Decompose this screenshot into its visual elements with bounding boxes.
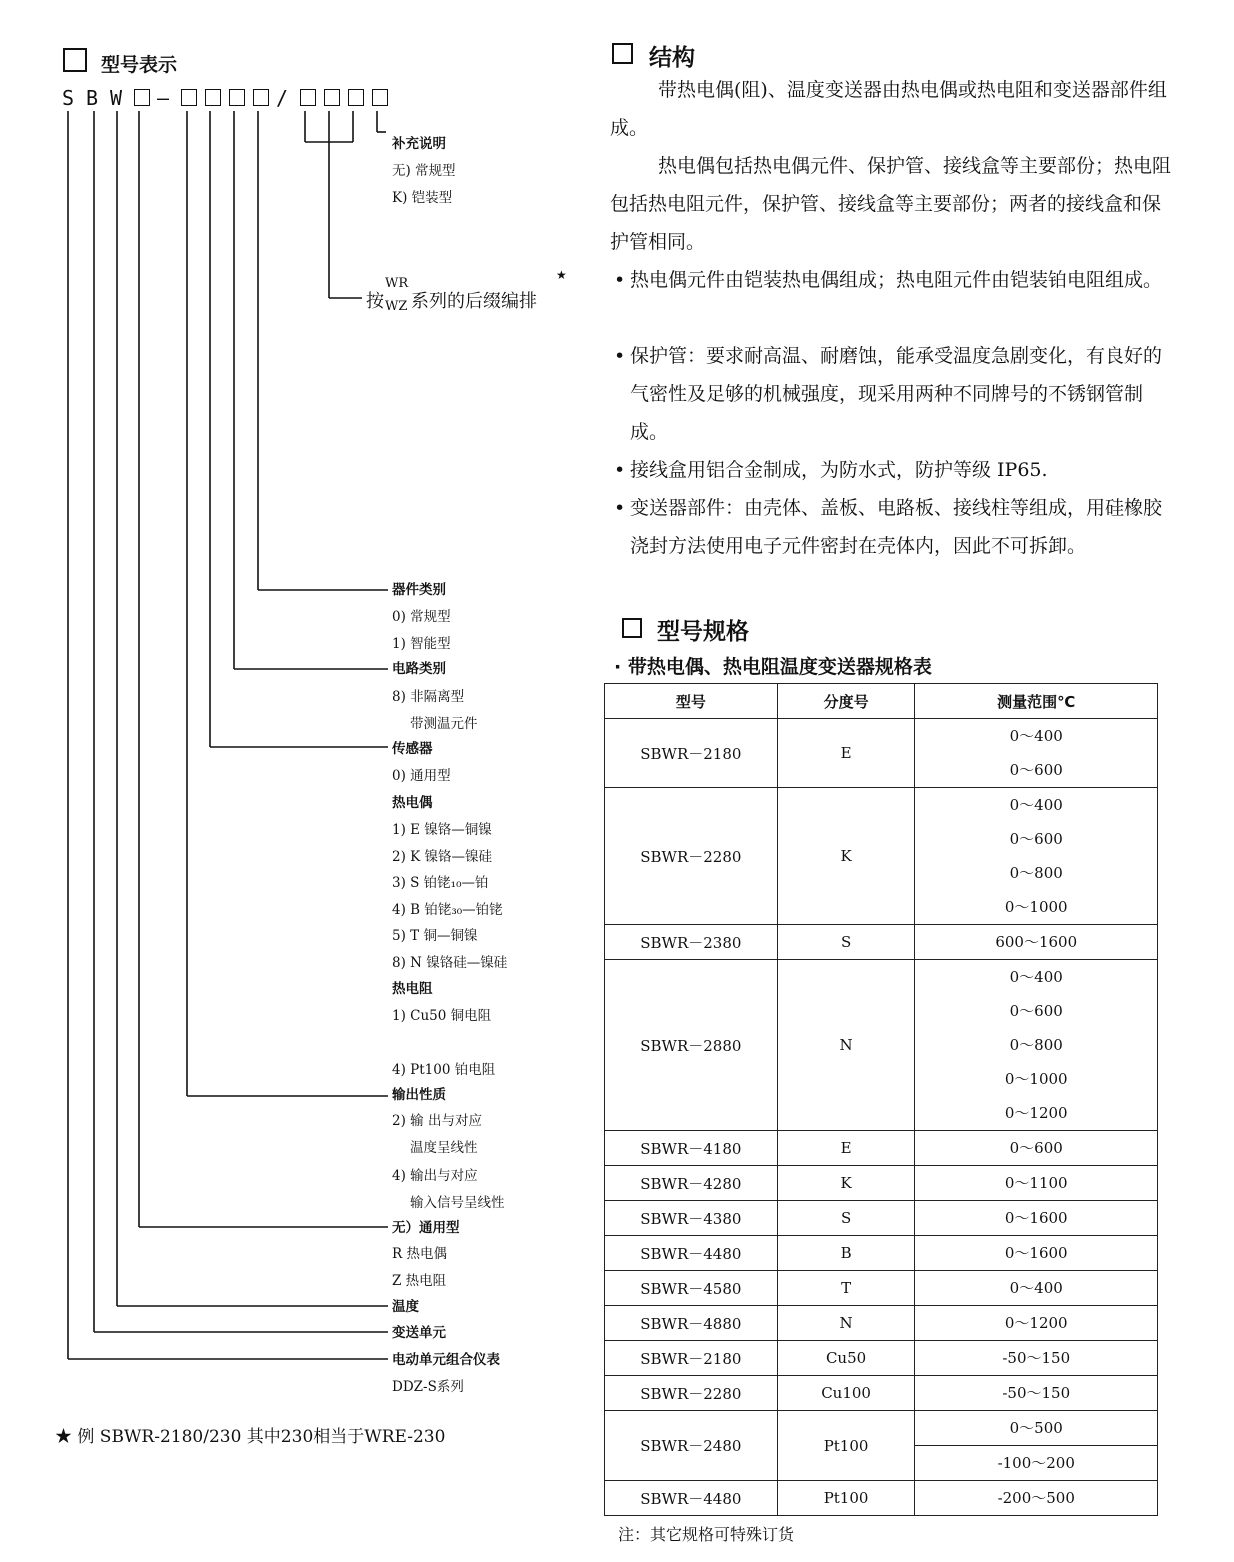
legend-label: 传感器 — [392, 741, 433, 757]
cell-model: SBWR－4580 — [605, 1271, 778, 1306]
model-code-char: S — [62, 86, 75, 110]
header-range: 测量范围℃ — [915, 684, 1158, 719]
cell-grade: N — [777, 1306, 915, 1341]
bullet-element: • 热电偶元件由铠装热电偶组成；热电阻元件由铠装铂电阻组成。 — [614, 269, 1163, 291]
bullet-junction-box-text: 接线盒用铝合金制成，为防水式，防护等级 IP65. — [630, 459, 1048, 481]
legend-label: 8) 非隔离型 — [392, 689, 465, 705]
cell-range: -100～200 — [915, 1446, 1158, 1481]
header-grade: 分度号 — [777, 684, 915, 719]
legend-label: 输入信号呈线性 — [410, 1195, 505, 1211]
cell-range: 0～400 — [915, 960, 1158, 995]
cell-grade: Cu100 — [777, 1376, 915, 1411]
model-code-char: W — [110, 86, 123, 110]
legend-label: 热电偶 — [392, 795, 433, 811]
legend-label: 热电阻 — [392, 981, 433, 997]
cell-grade: B — [777, 1236, 915, 1271]
model-code-char: B — [86, 86, 99, 110]
table-row — [605, 925, 1158, 960]
cell-range: 0～800 — [915, 1028, 1158, 1062]
legend-label: 2) K 镍铬—镍硅 — [392, 849, 493, 865]
legend-label: 无）通用型 — [392, 1220, 460, 1236]
suffix-prefix: 按 — [366, 291, 384, 312]
suffix-bottom: WZ — [385, 299, 408, 314]
cell-range: 0～1100 — [915, 1166, 1158, 1201]
table-row — [605, 1341, 1158, 1376]
cell-range: 0～600 — [915, 753, 1158, 788]
cell-range: -50～150 — [915, 1376, 1158, 1411]
legend-label: 带测温元件 — [410, 716, 478, 732]
table-row — [605, 1201, 1158, 1236]
cell-model: SBWR－2280 — [605, 788, 778, 925]
section-title-structure: 结构 — [649, 45, 695, 71]
cell-grade: S — [777, 925, 915, 960]
cell-grade: E — [777, 1131, 915, 1166]
suffix-rest: 系列的后缀编排 — [411, 291, 537, 312]
table-row — [605, 960, 1158, 995]
structure-para-1 — [610, 71, 1178, 147]
cell-range: 0～400 — [915, 788, 1158, 823]
legend-label: 输出性质 — [392, 1087, 446, 1103]
table-row — [605, 1166, 1158, 1201]
legend-label: 温度呈线性 — [410, 1140, 478, 1156]
bullet-protection-tube-text: 保护管：要求耐高温、耐磨蚀，能承受温度急剧变化，有良好的气密性及足够的机械强度，现采用两种不同牌号的不锈钢管制成。 — [630, 345, 1163, 443]
bullet-junction-box: • 接线盒用铝合金制成，为防水式，防护等级 IP65. — [614, 459, 1048, 481]
section-title-model: 型号表示 — [101, 54, 178, 76]
bullet-transmitter-text: 变送器部件：由壳体、盖板、电路板、接线柱等组成，用硅橡胶浇封方法使用电子元件密封在壳体内，因此不可拆卸。 — [630, 497, 1163, 557]
bullet-element-text: 热电偶元件由铠装热电偶组成；热电阻元件由铠装铂电阻组成。 — [630, 269, 1163, 291]
cell-model: SBWR－2180 — [605, 719, 778, 788]
legend-label: 器件类别 — [392, 582, 446, 598]
cell-range: -200～500 — [915, 1481, 1158, 1516]
footnote: ★ 例 SBWR-2180/230 其中230相当于WRE-230 — [55, 1427, 446, 1447]
legend-label: 电动单元组合仪表 — [392, 1352, 500, 1368]
bullet-protection-tube: • 保护管：要求耐高温、耐磨蚀，能承受温度急剧变化，有良好的气密性及足够的机械强度，现采用两种不同牌号的不锈钢管制成。 — [614, 345, 1163, 443]
cell-range: 0～600 — [915, 994, 1158, 1028]
table-row — [605, 1376, 1158, 1411]
legend-label: 8) N 镍铬硅—镍硅 — [392, 955, 508, 971]
model-code-char: — — [157, 86, 170, 110]
legend-label: DDZ-S系列 — [392, 1379, 464, 1395]
cell-model: SBWR－4480 — [605, 1236, 778, 1271]
cell-model: SBWR－2880 — [605, 960, 778, 1131]
supplement-title: 补充说明 — [392, 136, 446, 152]
header-model: 型号 — [605, 684, 778, 719]
cell-grade: Pt100 — [777, 1481, 915, 1516]
table-row — [605, 1131, 1158, 1166]
spec-table — [604, 683, 1158, 1516]
cell-grade: K — [777, 788, 915, 925]
legend-label: 1) E 镍铬—铜镍 — [392, 822, 492, 838]
section-checkbox-spec — [622, 618, 642, 638]
table-row — [605, 1306, 1158, 1341]
table-row — [605, 788, 1158, 823]
legend-label: 3) S 铂铑₁₀—铂 — [392, 875, 489, 891]
legend-label: 5) T 铜—铜镍 — [392, 928, 478, 944]
legend-label: 4) 输出与对应 — [392, 1168, 478, 1184]
cell-grade: Pt100 — [777, 1411, 915, 1481]
cell-model: SBWR－4380 — [605, 1201, 778, 1236]
cell-model: SBWR－2380 — [605, 925, 778, 960]
cell-range: 0～600 — [915, 822, 1158, 856]
model-diagram-lines — [0, 0, 560, 1400]
cell-range: 0～400 — [915, 719, 1158, 754]
cell-grade: N — [777, 960, 915, 1131]
cell-model: SBWR－4880 — [605, 1306, 778, 1341]
suffix-top: WR — [385, 276, 409, 291]
cell-model: SBWR－2480 — [605, 1411, 778, 1481]
structure-para-2 — [610, 147, 1178, 261]
legend-label: R 热电偶 — [392, 1246, 447, 1262]
bullet-transmitter: • 变送器部件：由壳体、盖板、电路板、接线柱等组成，用硅橡胶浇封方法使用电子元件密封在壳体内，因此不可拆卸。 — [614, 497, 1163, 557]
legend-label: 4) Pt100 铂电阻 — [392, 1062, 496, 1078]
cell-model: SBWR－4480 — [605, 1481, 778, 1516]
cell-range: 600～1600 — [915, 925, 1158, 960]
table-row — [605, 1411, 1158, 1446]
cell-model: SBWR－4280 — [605, 1166, 778, 1201]
cell-range: 0～1600 — [915, 1201, 1158, 1236]
legend-label: 温度 — [392, 1299, 419, 1315]
cell-range: -50～150 — [915, 1341, 1158, 1376]
legend-label: 电路类别 — [392, 661, 446, 677]
section-checkbox-structure — [612, 43, 633, 64]
cell-range: 0～1200 — [915, 1306, 1158, 1341]
cell-model: SBWR－2180 — [605, 1341, 778, 1376]
section-title-spec: 型号规格 — [657, 619, 749, 645]
legend-label: 0) 通用型 — [392, 768, 451, 784]
structure-para-2-text: 热电偶包括热电偶元件、保护管、接线盒等主要部份；热电阻包括热电阻元件，保护管、接线盒等主要部份；两者的接线盒和保护管相同。 — [610, 155, 1172, 253]
cell-range: 0～1200 — [915, 1096, 1158, 1131]
cell-model: SBWR－2280 — [605, 1376, 778, 1411]
legend-label: 1) Cu50 铜电阻 — [392, 1008, 492, 1024]
cell-grade: E — [777, 719, 915, 788]
legend-label: 1) 智能型 — [392, 636, 451, 652]
legend-label: Z 热电阻 — [392, 1273, 447, 1289]
legend-label: 4) B 铂铑₃₀—铂铑 — [392, 902, 503, 918]
suffix-star: ★ — [556, 268, 567, 282]
spec-table-header — [605, 684, 1158, 719]
table-row — [605, 1271, 1158, 1306]
table-note: 注：其它规格可特殊订货 — [618, 1525, 795, 1544]
cell-grade: Cu50 — [777, 1341, 915, 1376]
cell-range: 0～1000 — [915, 1062, 1158, 1096]
cell-range: 0～1600 — [915, 1236, 1158, 1271]
supplement-armored: K) 铠装型 — [392, 190, 453, 206]
legend-label: 0) 常规型 — [392, 609, 451, 625]
cell-range: 0～800 — [915, 856, 1158, 890]
table-row — [605, 719, 1158, 754]
cell-range: 0～1000 — [915, 890, 1158, 925]
cell-range: 0～600 — [915, 1131, 1158, 1166]
legend-label: 2) 输 出与对应 — [392, 1113, 482, 1129]
table-title: · 带热电偶、热电阻温度变送器规格表 — [614, 656, 932, 678]
cell-grade: K — [777, 1166, 915, 1201]
model-code-char: / — [276, 86, 289, 110]
cell-range: 0～500 — [915, 1411, 1158, 1446]
cell-range: 0～400 — [915, 1271, 1158, 1306]
table-row — [605, 1236, 1158, 1271]
legend-label: 变送单元 — [392, 1325, 446, 1341]
supplement-normal: 无) 常规型 — [392, 163, 456, 179]
cell-grade: T — [777, 1271, 915, 1306]
table-row — [605, 1481, 1158, 1516]
cell-grade: S — [777, 1201, 915, 1236]
cell-model: SBWR－4180 — [605, 1131, 778, 1166]
structure-para-1-text: 带热电偶(阻)、温度变送器由热电偶或热电阻和变送器部件组成。 — [610, 79, 1167, 139]
